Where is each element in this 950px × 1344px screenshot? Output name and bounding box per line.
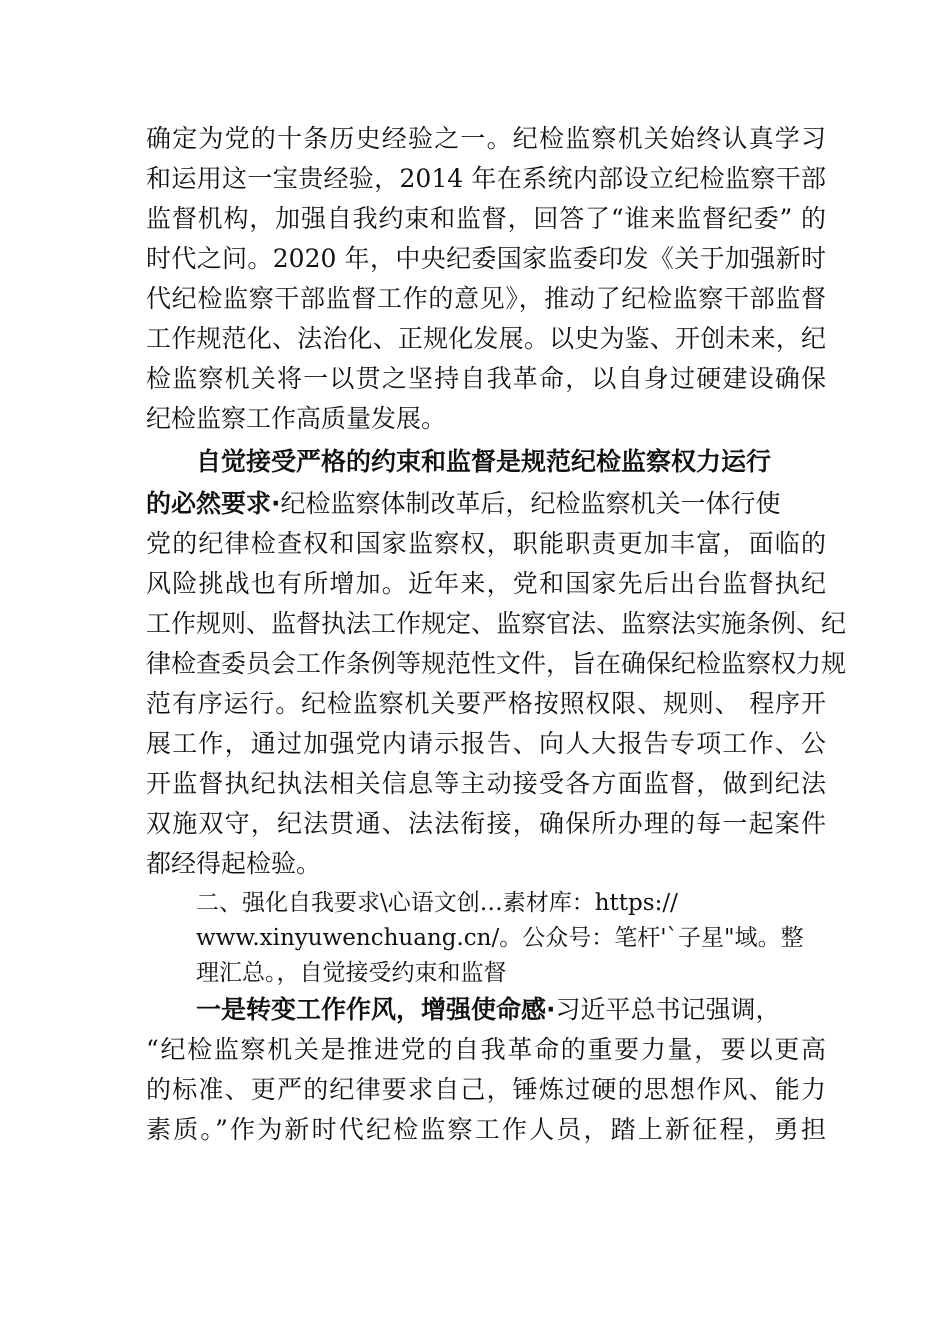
paragraph2-line-2: 风险挑战也有所增加。近年来，党和国家先后出台监督执纪 [146, 569, 826, 598]
paragraph3-heading-rest: 习近平总书记强调， [555, 995, 781, 1024]
paragraph1-line-8: 纪检监察工作高质量发展。 [146, 404, 447, 433]
paragraph2-line-9: 都经得起检验。 [146, 849, 322, 878]
paragraph3-heading-line [196, 995, 816, 1025]
paragraph2-line-3: 工作规则、监督执法工作规定、监察官法、监察法实施条例、纪 [146, 609, 847, 638]
section2-line-2: www.xinyuwenchuang.cn/。公众号：笔杆'`子星"域。整 [196, 925, 804, 951]
paragraph1-line-1: 确定为党的十条历史经验之一。纪检监察机关始终认真学习 [146, 124, 826, 153]
paragraph3-line-2: 的标准、更严的纪律要求自己，锤炼过硬的思想作风、能力 [146, 1075, 826, 1104]
paragraph3-line-1: “纪检监察机关是推进党的自我革命的重要力量，要以更高 [146, 1035, 826, 1064]
section2-line-1: 二、强化自我要求\心语文创…素材库：https:// [196, 890, 678, 916]
paragraph2-line-4: 律检查委员会工作条例等规范性文件，旨在确保纪检监察权力规 [146, 649, 847, 678]
paragraph1-line-6: 工作规范化、法治化、正规化发展。以史为鉴、开创未来，纪 [146, 324, 826, 353]
paragraph3-heading-bold: 一是转变工作作风，增强使命感· [196, 995, 556, 1024]
paragraph1-line-7: 检监察机关将一以贯之坚持自我革命，以自身过硬建设确保 [146, 364, 826, 393]
paragraph2-heading-bold: 的必然要求· [146, 489, 281, 518]
paragraph2-line-7: 开监督执纪执法相关信息等主动接受各方面监督，做到纪法 [146, 769, 826, 798]
paragraph2-heading-line-1: 自觉接受严格的约束和监督是规范纪检监察权力运行 [196, 447, 772, 476]
paragraph3-line-3: 素质。”作为新时代纪检监察工作人员，踏上新征程，勇担 [146, 1115, 826, 1144]
paragraph2-line-1: 党的纪律检查权和国家监察权，职能职责更加丰富，面临的 [146, 529, 826, 558]
paragraph1-line-4: 时代之问。2020 年，中央纪委国家监委印发《关于加强新时 [146, 244, 826, 273]
paragraph1-line-3: 监督机构，加强自我约束和监督，回答了“谁来监督纪委” 的 [146, 204, 826, 233]
paragraph2-line-6: 展工作，通过加强党内请示报告、向人大报告专项工作、公 [146, 729, 826, 758]
paragraph1-line-5: 代纪检监察干部监督工作的意见》，推动了纪检监察干部监督 [146, 284, 826, 313]
paragraph1-line-2: 和运用这一宝贵经验，2014 年在系统内部设立纪检监察干部 [146, 164, 826, 193]
paragraph2-line-8: 双施双守，纪法贯通、法法衔接，确保所办理的每一起案件 [146, 809, 826, 838]
paragraph2-line-5: 范有序运行。纪检监察机关要严格按照权限、规则、 程序开 [146, 689, 826, 718]
paragraph2-heading-rest: 纪检监察体制改革后，纪检监察机关一体行使 [280, 489, 781, 518]
section2-line-3: 理汇总。，自觉接受约束和监督 [196, 960, 507, 986]
paragraph2-heading-line-2 [146, 489, 781, 519]
